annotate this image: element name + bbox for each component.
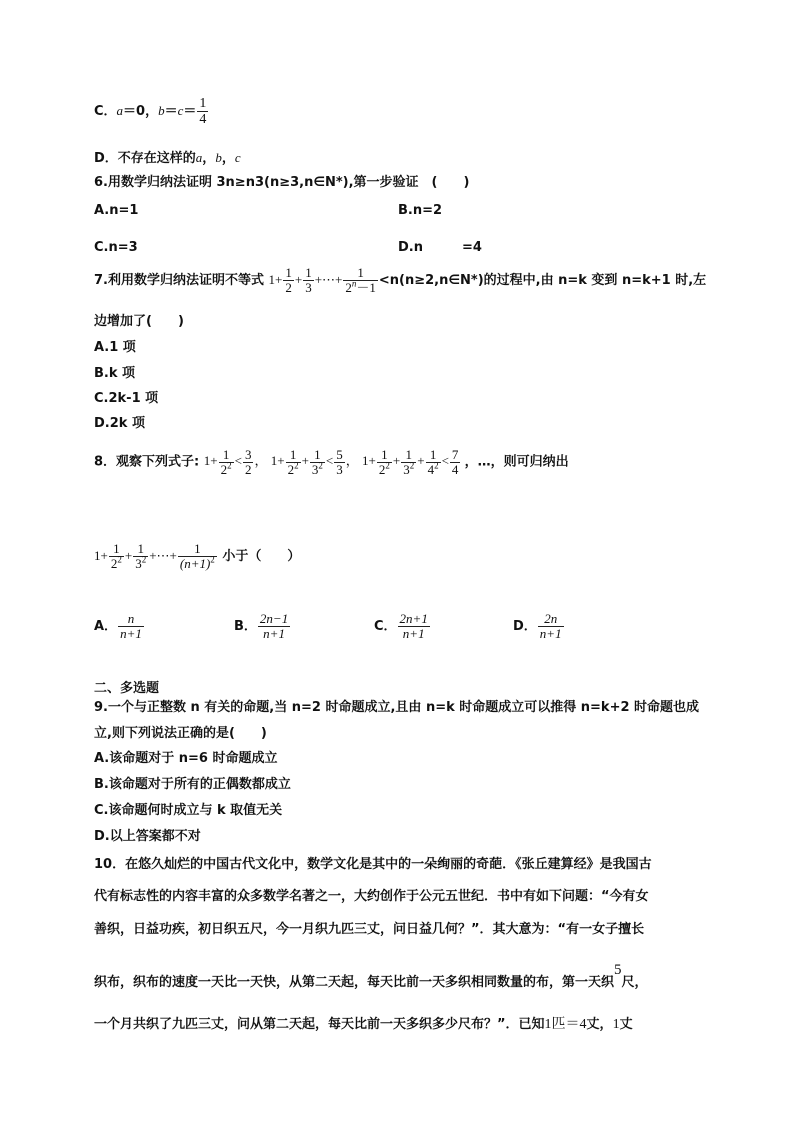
text: 丈 bbox=[619, 1017, 633, 1032]
denominator: 3 bbox=[305, 280, 312, 295]
var-c: c bbox=[177, 103, 184, 118]
text: 7.利用数学归纳法证明不等式 bbox=[94, 273, 264, 288]
denominator: n+1 bbox=[258, 626, 290, 641]
fraction bbox=[118, 612, 144, 641]
section-heading: 二、多选题 bbox=[94, 681, 160, 696]
numerator: 1 bbox=[222, 447, 230, 462]
var-a: a bbox=[116, 103, 124, 118]
inequality-1 bbox=[203, 447, 271, 477]
numerator: 1 bbox=[289, 447, 297, 462]
denominator: 2 bbox=[285, 280, 292, 295]
text: + bbox=[124, 548, 133, 563]
exponent: 2 bbox=[141, 554, 147, 565]
text: ， bbox=[221, 151, 235, 166]
q9-option-a: A.该命题对于 n=6 时命题成立 bbox=[94, 751, 278, 766]
q5-option-c bbox=[94, 96, 209, 127]
text: 1+ bbox=[94, 548, 108, 563]
exponent: 2 bbox=[409, 460, 415, 471]
numerator: 1 bbox=[429, 447, 437, 462]
exponent: 2 bbox=[294, 460, 299, 471]
text: 1+ bbox=[203, 453, 218, 469]
text: +⋯+ bbox=[314, 272, 343, 287]
q8-option-d bbox=[513, 612, 565, 641]
q10-line5 bbox=[94, 1016, 633, 1034]
q7-option-a: A.1 项 bbox=[94, 340, 136, 355]
text: 3 bbox=[311, 462, 319, 477]
denominator bbox=[286, 462, 301, 477]
q6-option-b: B.n=2 bbox=[398, 203, 443, 218]
denominator: 4 bbox=[199, 112, 207, 127]
q5-option-d bbox=[94, 149, 241, 168]
fraction bbox=[133, 542, 148, 571]
text: 8．观察下列式子: bbox=[94, 454, 200, 470]
q7-option-b: B.k 项 bbox=[94, 366, 136, 381]
numerator: 1 bbox=[357, 265, 364, 280]
text: 2 bbox=[287, 462, 295, 477]
text: + bbox=[417, 453, 425, 469]
option-label: B． bbox=[234, 619, 257, 634]
numerator: 1 bbox=[285, 265, 292, 280]
option-label: C． bbox=[374, 619, 397, 634]
text: －1 bbox=[356, 280, 376, 295]
text: ＝ bbox=[183, 104, 197, 119]
q10-line3: 善织，日益功疾，初日织五尺，今一月织九匹三丈，问日益几何？”．其大意为：“有一女子擅长 bbox=[94, 922, 645, 937]
text: + bbox=[301, 453, 309, 469]
inequality-3 bbox=[362, 447, 465, 477]
math-expression: 1匹＝4 bbox=[544, 1017, 587, 1032]
q9-option-b: B.该命题对于所有的正偶数都成立 bbox=[94, 777, 291, 792]
q7-stem-line2: 边增加了( ) bbox=[94, 314, 184, 329]
text: 3 bbox=[403, 462, 410, 477]
var-a: a bbox=[195, 150, 203, 165]
text: 小于（ ） bbox=[222, 549, 301, 564]
denominator: n+1 bbox=[398, 626, 430, 641]
text: < bbox=[325, 453, 334, 469]
q10-line1: 10．在悠久灿烂的中国古代文化中，数学文化是其中的一朵绚丽的奇葩．《张丘建算经》是我国古 bbox=[94, 857, 652, 872]
text: ， bbox=[202, 151, 216, 166]
option-label: C． bbox=[94, 104, 117, 119]
option-label: D． bbox=[513, 619, 537, 634]
q9-option-c: C.该命题何时成立与 k 取值无关 bbox=[94, 803, 283, 818]
numerator: 1 bbox=[405, 447, 412, 462]
denominator bbox=[178, 556, 217, 571]
text: < bbox=[441, 453, 449, 469]
fraction bbox=[303, 266, 314, 295]
var-c: c bbox=[234, 150, 241, 165]
denominator bbox=[377, 462, 392, 477]
text: 2 bbox=[345, 280, 352, 295]
numerator: 2n−1 bbox=[259, 611, 289, 626]
numerator: 2n+1 bbox=[399, 611, 428, 626]
text: 1+ bbox=[270, 453, 285, 469]
numerator: 5 bbox=[336, 447, 343, 462]
text: < bbox=[234, 453, 242, 469]
fraction bbox=[109, 542, 124, 571]
text: 2 bbox=[220, 462, 228, 477]
q6-option-a: A.n=1 bbox=[94, 203, 139, 218]
text: 1+ bbox=[268, 272, 283, 287]
numerator: 1 bbox=[305, 265, 312, 280]
text: 3 bbox=[135, 556, 142, 571]
q6-option-c: C.n=3 bbox=[94, 240, 138, 255]
text: ， bbox=[345, 453, 359, 469]
q7-option-d: D.2k 项 bbox=[94, 416, 145, 431]
denominator bbox=[343, 280, 378, 295]
fraction bbox=[343, 266, 378, 295]
numerator: n bbox=[127, 611, 135, 626]
fraction bbox=[197, 96, 208, 127]
q8-stem bbox=[94, 448, 569, 477]
denominator: n+1 bbox=[539, 626, 562, 641]
text: + bbox=[392, 453, 401, 469]
exponent: 2 bbox=[210, 554, 215, 565]
exponent: 2 bbox=[117, 554, 122, 565]
denominator bbox=[219, 462, 234, 477]
exponent: 2 bbox=[434, 460, 439, 471]
numerator: 3 bbox=[244, 447, 252, 462]
fraction bbox=[243, 448, 254, 477]
denominator bbox=[133, 556, 148, 571]
exponent: 2 bbox=[227, 460, 232, 471]
q10-line2: 代有标志性的内容丰富的众多数学名著之一，大约创作于公元五世纪．书中有如下问题：“今有女 bbox=[94, 889, 649, 904]
fraction bbox=[398, 612, 430, 641]
q10-line4 bbox=[94, 962, 648, 992]
q9-stem-line1: 9.一个与正整数 n 有关的命题,当 n=2 时命题成立,且由 n=k 时命题成立可以推得 n=k+2 时命题也成 bbox=[94, 700, 700, 715]
numerator: 1 bbox=[194, 541, 201, 556]
q6-stem: 6.用数学归纳法证明 3n≥n3(n≥3,n∈N*),第一步验证 ( ) bbox=[94, 175, 470, 190]
fraction bbox=[538, 612, 564, 641]
denominator: 2 bbox=[244, 462, 252, 477]
fraction bbox=[450, 448, 461, 477]
var-b: b bbox=[158, 103, 165, 118]
q6-option-d: D.n =4 bbox=[398, 240, 482, 255]
math-expression: 1 bbox=[612, 1017, 620, 1032]
denominator bbox=[401, 462, 416, 477]
text: 尺， bbox=[621, 975, 648, 990]
text: ＝ bbox=[164, 104, 178, 119]
fraction bbox=[286, 448, 301, 477]
q9-option-d: D.以上答案都不对 bbox=[94, 829, 201, 844]
fraction bbox=[178, 542, 217, 571]
q8-option-c bbox=[374, 612, 431, 641]
var-b: b bbox=[215, 150, 222, 165]
q8-option-a bbox=[94, 612, 145, 641]
text: +⋯+ bbox=[149, 548, 177, 563]
q7-option-c: C.2k-1 项 bbox=[94, 391, 159, 406]
exponent: 2 bbox=[318, 460, 323, 471]
q9-stem-line2: 立,则下列说法正确的是( ) bbox=[94, 726, 267, 741]
denominator: n+1 bbox=[120, 626, 142, 641]
text: 一个月共织了九匹三丈，问从第二天起，每天比前一天多织多少尺布？”．已知 bbox=[94, 1017, 545, 1032]
exponent: 2 bbox=[385, 460, 390, 471]
text: ， bbox=[254, 453, 268, 469]
denominator bbox=[109, 556, 124, 571]
numerator: 1 bbox=[314, 447, 321, 462]
number: 5 bbox=[614, 962, 622, 978]
option-label: D．不存在这样的 bbox=[94, 151, 196, 166]
q8-sum-expression bbox=[94, 542, 300, 571]
text: 4 bbox=[427, 462, 435, 477]
text: (n+1) bbox=[179, 556, 211, 571]
text: 1+ bbox=[362, 453, 376, 469]
inequality-2 bbox=[270, 447, 362, 477]
text: 织布，织布的速度一天比一天快，从第二天起，每天比前一天多织相同数量的布，第一天织 bbox=[94, 975, 615, 990]
text: 2 bbox=[378, 462, 386, 477]
denominator: 4 bbox=[451, 462, 459, 477]
fraction bbox=[310, 448, 325, 477]
fraction bbox=[426, 448, 441, 477]
denominator: 3 bbox=[336, 462, 343, 477]
q7-stem bbox=[94, 266, 706, 295]
fraction bbox=[334, 448, 345, 477]
denominator bbox=[426, 462, 441, 477]
text: <n(n≥2,n∈N*)的过程中,由 n=k 变到 n=k+1 时,左 bbox=[378, 273, 707, 288]
numerator: 7 bbox=[451, 447, 459, 462]
numerator: 2n bbox=[544, 611, 558, 626]
text: 2 bbox=[110, 556, 118, 571]
numerator: 1 bbox=[199, 96, 207, 111]
fraction bbox=[377, 448, 392, 477]
fraction bbox=[283, 266, 294, 295]
numerator: 1 bbox=[137, 541, 144, 556]
text: ，…，则可归纳出 bbox=[464, 454, 569, 470]
option-label: A． bbox=[94, 619, 118, 634]
text: 丈， bbox=[586, 1017, 613, 1032]
denominator bbox=[310, 462, 325, 477]
text: ＝0， bbox=[123, 104, 159, 119]
fraction bbox=[401, 448, 416, 477]
text: + bbox=[294, 272, 303, 287]
exponent: n bbox=[351, 278, 357, 289]
numerator: 1 bbox=[381, 447, 388, 462]
q8-option-b bbox=[234, 612, 291, 641]
numerator: 1 bbox=[113, 541, 120, 556]
fraction bbox=[219, 448, 234, 477]
fraction bbox=[258, 612, 290, 641]
